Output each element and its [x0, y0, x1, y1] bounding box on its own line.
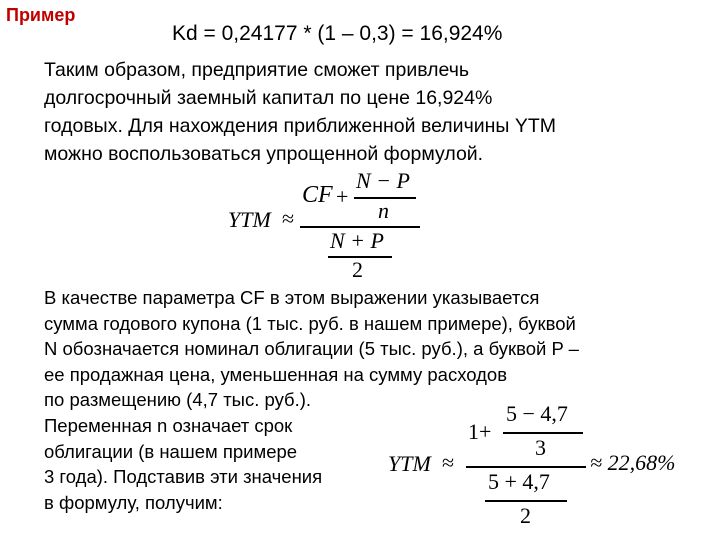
formula-lhs: YTM [228, 207, 271, 232]
formula-lhs: YTM [388, 451, 431, 476]
text-line: годовых. Для нахождения приближенной величины YTM [44, 115, 556, 137]
denominator-fraction-bar [485, 500, 567, 502]
formula-cf: CF [302, 182, 333, 208]
text-line: долгосрочный заемный капитал по цене 16,924% [44, 87, 493, 109]
inner-fraction-bar [503, 432, 583, 434]
text-line: облигации (в нашем примере [44, 440, 298, 462]
formula-approx: ≈ [442, 450, 455, 475]
denominator-denominator: 2 [352, 257, 363, 282]
paragraph-parameters [44, 285, 579, 413]
text-line: ее продажная цена, уменьшенная на сумму расходов [44, 363, 508, 385]
text-line: в формулу, получим: [44, 491, 223, 513]
denominator-denominator: 2 [520, 503, 531, 528]
inner-denominator: n [378, 198, 389, 223]
paragraph-term [44, 413, 322, 515]
text-line: Таким образом, предприятие сможет привлечь [44, 59, 470, 81]
formula-result: ≈ 22,68% [590, 450, 676, 475]
text-line: сумма годового купона (1 тыс. руб. в нашем примере), буквой [44, 312, 576, 334]
text-line: по размещению (4,7 тыс. руб.). [44, 389, 312, 410]
inner-numerator: N − P [356, 168, 410, 193]
denominator-numerator: 5 + 4,7 [488, 469, 550, 494]
denominator-numerator: N + P [330, 228, 384, 253]
text-line: В качестве параметра CF в этом выражении указывается [44, 287, 540, 308]
text-line: Переменная n означает срок [44, 415, 293, 436]
formula-plus: + [336, 184, 349, 209]
slide-title: Пример [6, 5, 76, 25]
text-line: 3 года). Подставив эти значения [44, 466, 323, 487]
inner-denominator: 3 [535, 435, 546, 460]
kd-equation: Kd = 0,24177 * (1 – 0,3) = 16,924% [172, 22, 503, 45]
main-fraction-bar [466, 466, 586, 468]
formula-approx: ≈ [282, 206, 295, 231]
text-line: N обозначается номинал облигации (5 тыс. руб.), а буквой P – [44, 338, 579, 359]
text-line: можно воспользоваться упрощенной формулой. [44, 143, 484, 165]
paragraph-intro [44, 56, 556, 168]
inner-numerator: 5 − 4,7 [506, 401, 568, 426]
formula-one-plus: 1+ [468, 419, 492, 444]
